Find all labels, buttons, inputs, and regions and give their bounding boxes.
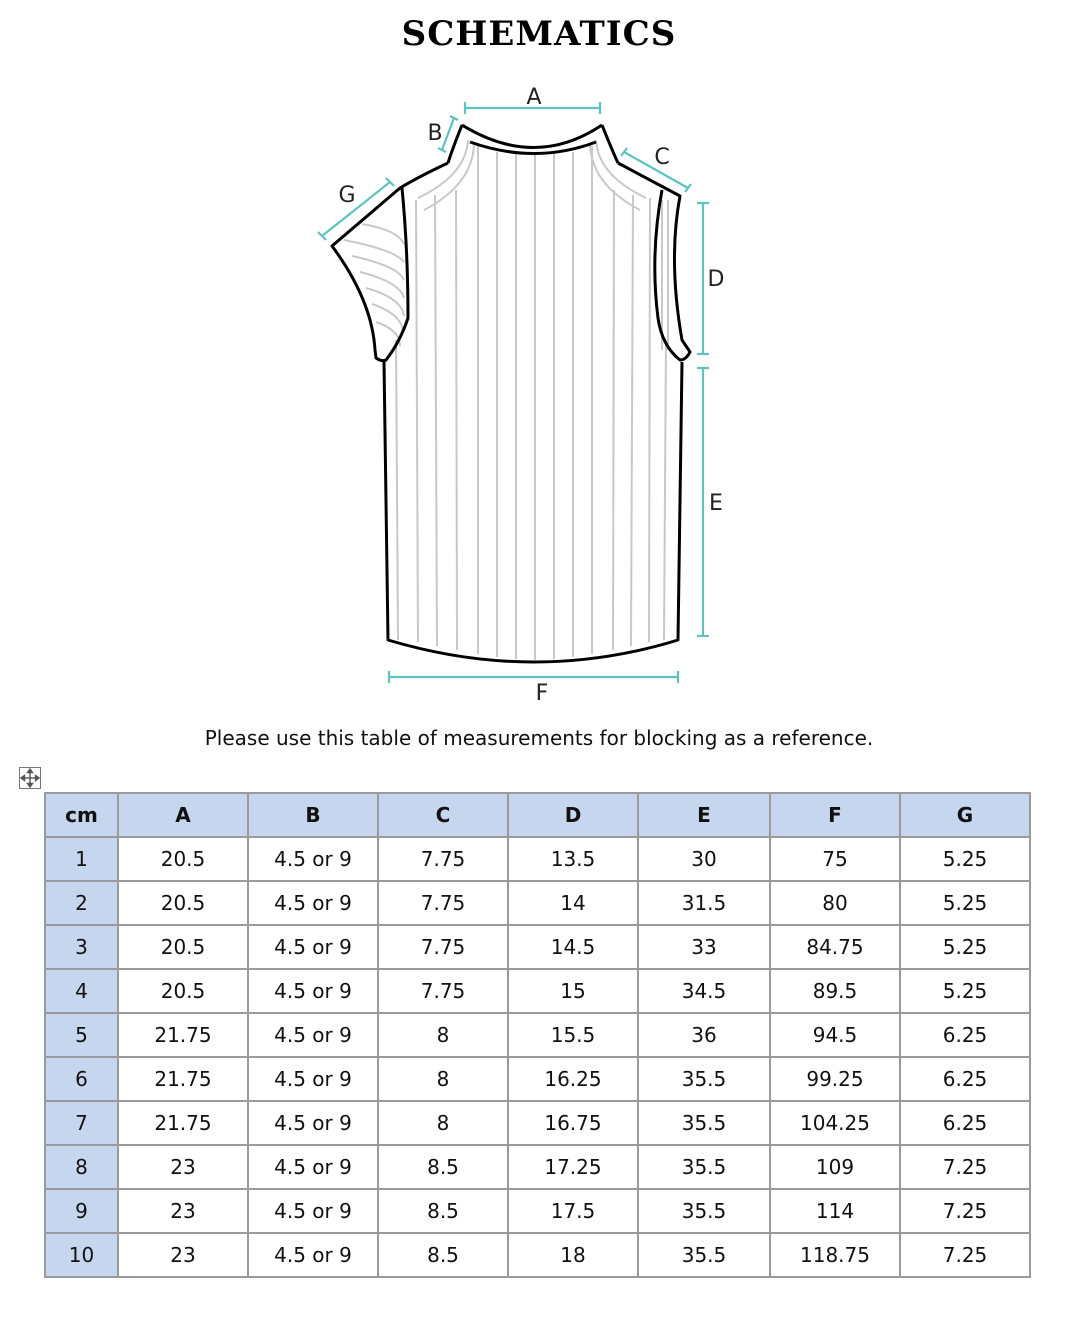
table-move-handle[interactable] [19, 767, 41, 789]
sweater-outline [332, 125, 690, 662]
table-cell: 4.5 or 9 [248, 837, 378, 881]
table-cell: 4.5 or 9 [248, 881, 378, 925]
table-cell: 89.5 [770, 969, 900, 1013]
table-row [45, 1233, 1030, 1277]
row-size-cell: 2 [45, 881, 118, 925]
table-row [45, 1145, 1030, 1189]
column-header: C [378, 793, 508, 837]
table-cell: 21.75 [118, 1057, 248, 1101]
row-size-cell: 8 [45, 1145, 118, 1189]
table-cell: 15.5 [508, 1013, 638, 1057]
table-cell: 7.75 [378, 881, 508, 925]
table-cell: 4.5 or 9 [248, 1233, 378, 1277]
table-row [45, 837, 1030, 881]
row-size-cell: 10 [45, 1233, 118, 1277]
table-cell: 84.75 [770, 925, 900, 969]
table-cell: 20.5 [118, 925, 248, 969]
table-row [45, 1189, 1030, 1233]
table-row [45, 1057, 1030, 1101]
table-cell: 35.5 [638, 1189, 770, 1233]
page-title: SCHEMATICS [401, 14, 677, 54]
table-cell: 16.75 [508, 1101, 638, 1145]
table-cell: 23 [118, 1145, 248, 1189]
column-header: G [900, 793, 1030, 837]
table-cell: 4.5 or 9 [248, 1145, 378, 1189]
table-cell: 8 [378, 1101, 508, 1145]
table-cell: 15 [508, 969, 638, 1013]
measurements-table [44, 792, 1031, 1278]
table-cell: 8.5 [378, 1189, 508, 1233]
table-cell: 4.5 or 9 [248, 969, 378, 1013]
dim-label-g: G [338, 183, 356, 208]
table-cell: 35.5 [638, 1101, 770, 1145]
dim-label-d: D [707, 267, 725, 292]
table-cell: 6.25 [900, 1101, 1030, 1145]
table-cell: 31.5 [638, 881, 770, 925]
dim-label-f: F [535, 681, 549, 706]
table-cell: 7.25 [900, 1233, 1030, 1277]
dim-line-b [442, 118, 454, 150]
column-header: A [118, 793, 248, 837]
table-cell: 8.5 [378, 1145, 508, 1189]
table-cell: 109 [770, 1145, 900, 1189]
rib-lines [344, 140, 668, 660]
table-row [45, 969, 1030, 1013]
column-header: B [248, 793, 378, 837]
table-cell: 7.75 [378, 837, 508, 881]
table-cell: 35.5 [638, 1145, 770, 1189]
table-cell: 7.75 [378, 925, 508, 969]
table-cell: 4.5 or 9 [248, 1013, 378, 1057]
table-row [45, 1013, 1030, 1057]
table-cell: 104.25 [770, 1101, 900, 1145]
table-cell: 4.5 or 9 [248, 1057, 378, 1101]
table-cell: 75 [770, 837, 900, 881]
table-cell: 30 [638, 837, 770, 881]
table-cell: 5.25 [900, 925, 1030, 969]
table-cell: 14 [508, 881, 638, 925]
column-header: cm [45, 793, 118, 837]
dim-label-c: C [654, 145, 670, 170]
table-cell: 4.5 or 9 [248, 1101, 378, 1145]
table-row [45, 881, 1030, 925]
table-cell: 118.75 [770, 1233, 900, 1277]
table-cell: 5.25 [900, 881, 1030, 925]
table-cell: 18 [508, 1233, 638, 1277]
table-cell: 8 [378, 1057, 508, 1101]
column-header: F [770, 793, 900, 837]
move-arrows-icon [20, 768, 40, 788]
reference-note: Please use this table of measurements for blocking as a reference. [204, 726, 874, 750]
table-row [45, 925, 1030, 969]
table-cell: 4.5 or 9 [248, 925, 378, 969]
table-cell: 21.75 [118, 1013, 248, 1057]
table-cell: 21.75 [118, 1101, 248, 1145]
table-cell: 23 [118, 1189, 248, 1233]
table-cell: 8 [378, 1013, 508, 1057]
table-cell: 33 [638, 925, 770, 969]
table-cell: 17.25 [508, 1145, 638, 1189]
table-cell: 35.5 [638, 1233, 770, 1277]
table-cell: 13.5 [508, 837, 638, 881]
table-cell: 5.25 [900, 837, 1030, 881]
column-header: E [638, 793, 770, 837]
table-header-row [45, 793, 1030, 837]
row-size-cell: 3 [45, 925, 118, 969]
dim-label-b: B [427, 121, 443, 146]
table-cell: 99.25 [770, 1057, 900, 1101]
dim-label-a: A [526, 85, 542, 110]
table-cell: 6.25 [900, 1013, 1030, 1057]
table-cell: 6.25 [900, 1057, 1030, 1101]
table-cell: 114 [770, 1189, 900, 1233]
row-size-cell: 1 [45, 837, 118, 881]
column-header: D [508, 793, 638, 837]
row-size-cell: 5 [45, 1013, 118, 1057]
table-cell: 23 [118, 1233, 248, 1277]
table-row [45, 1101, 1030, 1145]
table-cell: 8.5 [378, 1233, 508, 1277]
row-size-cell: 6 [45, 1057, 118, 1101]
row-size-cell: 7 [45, 1101, 118, 1145]
row-size-cell: 4 [45, 969, 118, 1013]
table-cell: 20.5 [118, 837, 248, 881]
table-cell: 34.5 [638, 969, 770, 1013]
table-cell: 94.5 [770, 1013, 900, 1057]
table-cell: 20.5 [118, 969, 248, 1013]
table-cell: 17.5 [508, 1189, 638, 1233]
table-cell: 4.5 or 9 [248, 1189, 378, 1233]
table-cell: 5.25 [900, 969, 1030, 1013]
table-body [45, 837, 1030, 1277]
table-cell: 14.5 [508, 925, 638, 969]
table-cell: 7.25 [900, 1145, 1030, 1189]
row-size-cell: 9 [45, 1189, 118, 1233]
table-cell: 7.75 [378, 969, 508, 1013]
table-cell: 35.5 [638, 1057, 770, 1101]
dim-label-e: E [709, 491, 723, 516]
table-cell: 36 [638, 1013, 770, 1057]
table-cell: 80 [770, 881, 900, 925]
table-cell: 20.5 [118, 881, 248, 925]
table-cell: 7.25 [900, 1189, 1030, 1233]
table-cell: 16.25 [508, 1057, 638, 1101]
